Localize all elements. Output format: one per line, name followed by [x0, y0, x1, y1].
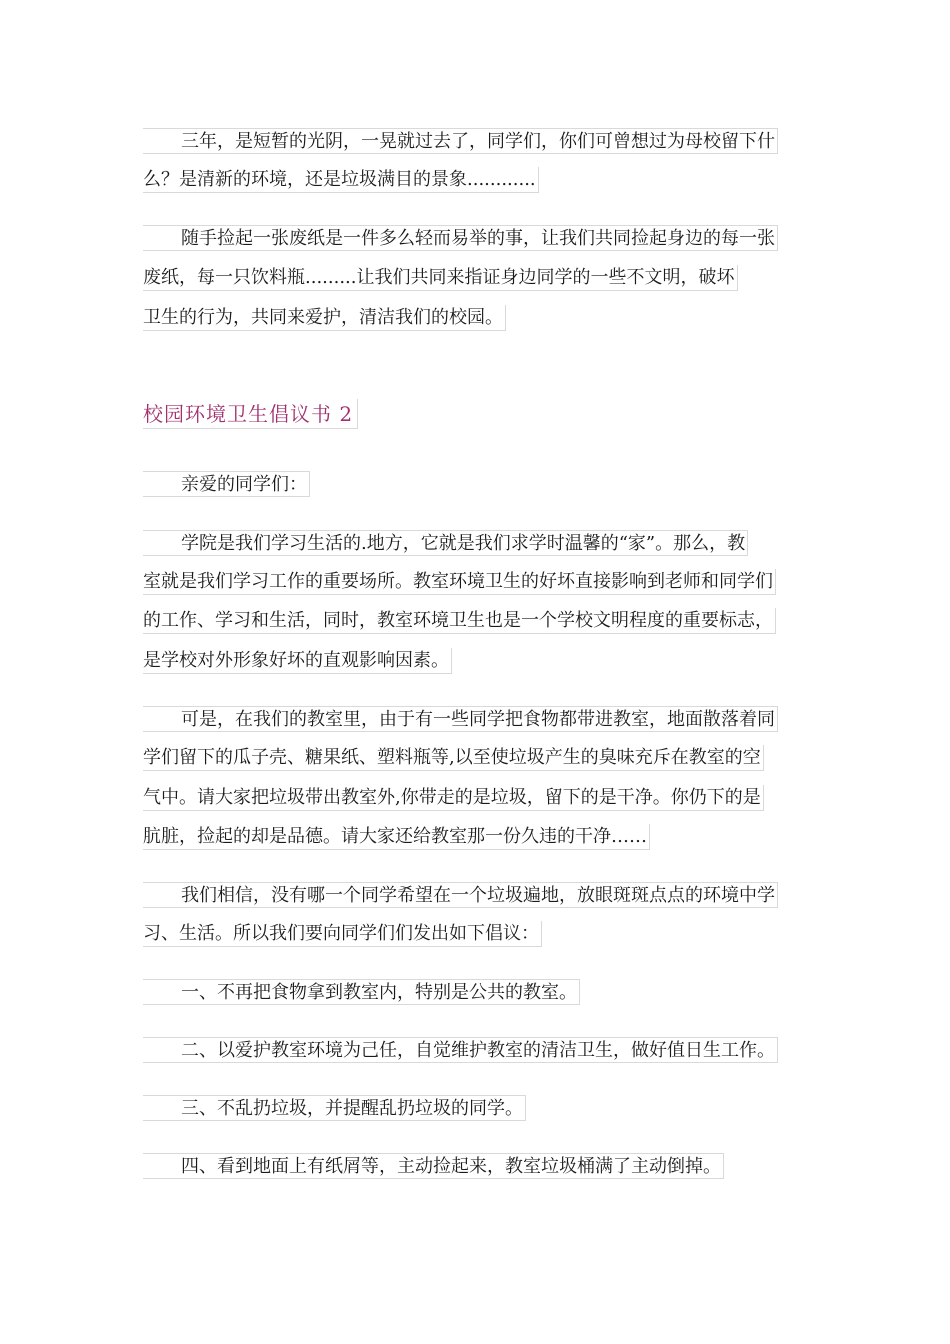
main-paragraph-3-line-1: 我们相信，没有哪一个同学希望在一个垃圾遍地，放眼斑斑点点的环境中学 [143, 882, 778, 908]
main-paragraph-1-line-3: 的工作、学习和生活，同时，教室环境卫生也是一个学校文明程度的重要标志， [143, 608, 776, 634]
paragraph-2-line-2: 废纸，每一只饮料瓶.........让我们共同来指证身边同学的一些不文明，破坏 [143, 265, 738, 291]
proposal-4: 四、看到地面上有纸屑等，主动捡起来，教室垃圾桶满了主动倒掉。 [143, 1153, 724, 1179]
proposal-1: 一、不再把食物拿到教室内，特别是公共的教室。 [143, 979, 580, 1005]
paragraph-1-line-2: 么？是清新的环境，还是垃圾满目的景象............ [143, 167, 539, 193]
main-paragraph-1-line-4: 是学校对外形象好坏的直观影响因素。 [143, 648, 452, 674]
main-paragraph-2-line-2: 学们留下的瓜子壳、糖果纸、塑料瓶等,以至使垃圾产生的臭味充斥在教室的空 [143, 745, 764, 771]
main-paragraph-2-line-3: 气中。请大家把垃圾带出教室外,你带走的是垃圾，留下的是干净。你仍下的是 [143, 785, 764, 811]
proposal-3: 三、不乱扔垃圾，并提醒乱扔垃圾的同学。 [143, 1095, 526, 1121]
main-paragraph-2-line-1: 可是，在我们的教室里，由于有一些同学把食物都带进教室，地面散落着同 [143, 706, 778, 732]
greeting: 亲爱的同学们： [143, 471, 310, 497]
main-paragraph-3-line-2: 习、生活。所以我们要向同学们们发出如下倡议： [143, 921, 542, 947]
main-paragraph-1-line-1: 学院是我们学习生活的.地方，它就是我们求学时温馨的“家”。那么，教 [143, 530, 748, 556]
main-paragraph-2-line-4: 肮脏，捡起的却是品德。请大家还给教室那一份久违的干净…… [143, 824, 650, 850]
proposal-2: 二、以爱护教室环境为己任，自觉维护教室的清洁卫生，做好值日生工作。 [143, 1037, 778, 1063]
main-paragraph-1-line-2: 室就是我们学习工作的重要场所。教室环境卫生的好坏直接影响到老师和同学们 [143, 569, 776, 595]
section-heading: 校园环境卫生倡议书 2 [143, 399, 358, 429]
paragraph-2-line-1: 随手捡起一张废纸是一件多么轻而易举的事，让我们共同捡起身边的每一张 [143, 225, 778, 251]
paragraph-2-line-3: 卫生的行为，共同来爱护，清洁我们的校园。 [143, 305, 506, 331]
paragraph-1-line-1: 三年，是短暂的光阴，一晃就过去了，同学们，你们可曾想过为母校留下什 [143, 128, 778, 154]
